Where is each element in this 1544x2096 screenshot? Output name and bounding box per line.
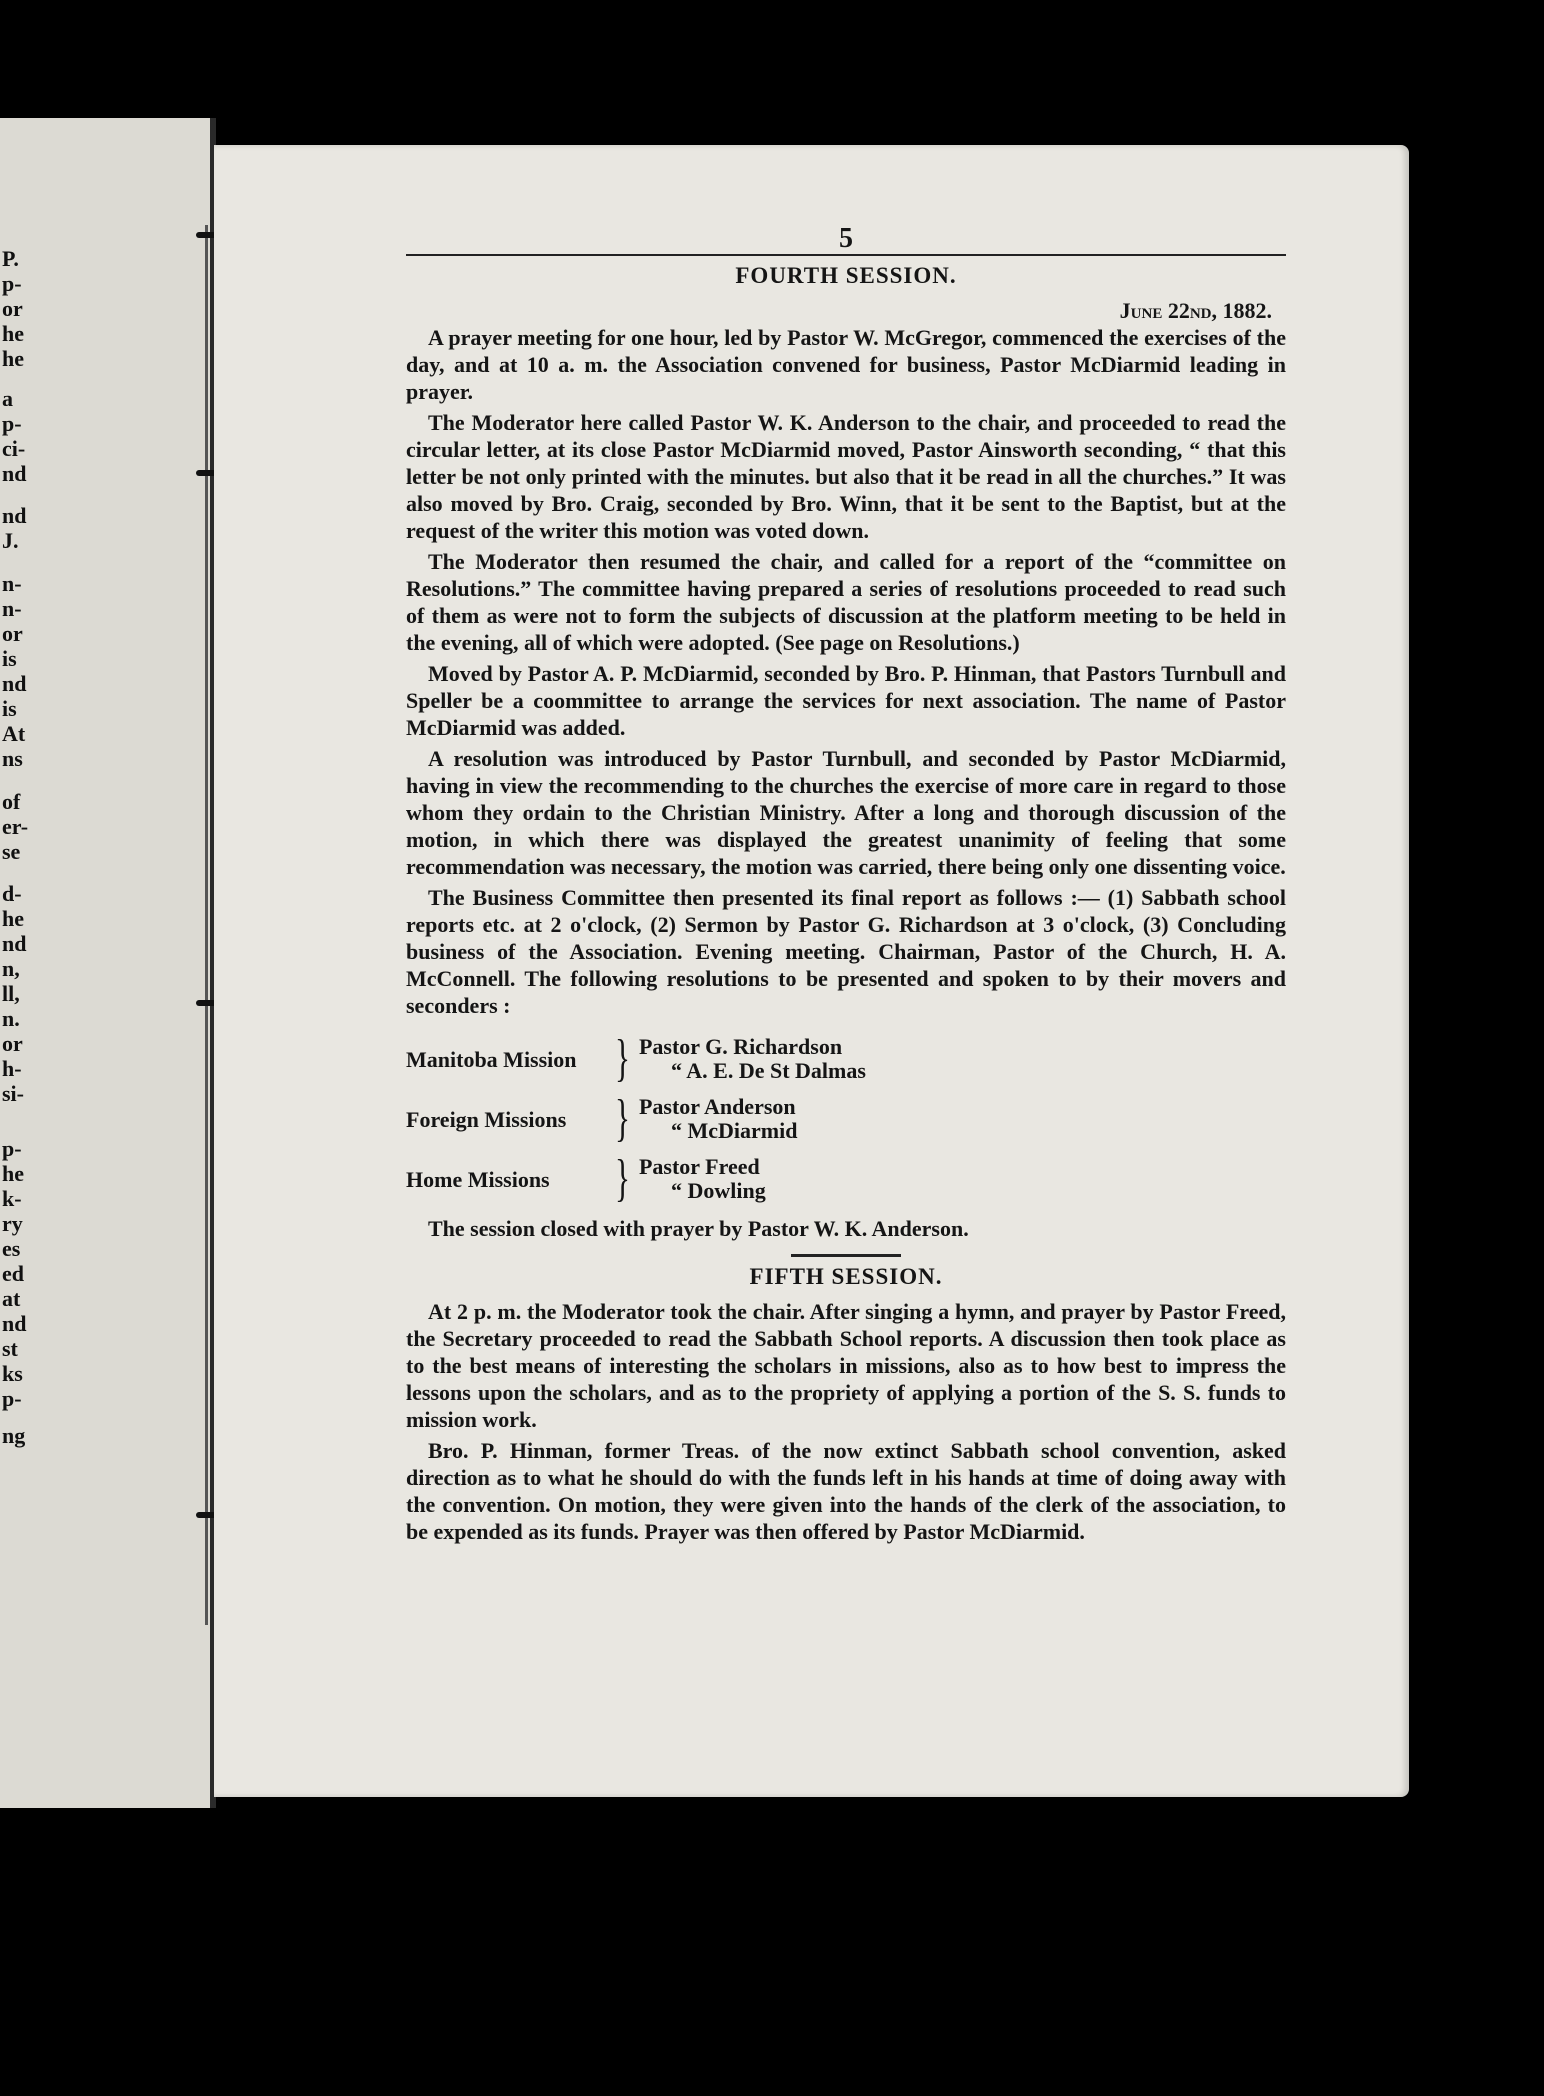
mission-speakers: [639, 1155, 766, 1203]
header-rule: [406, 254, 1286, 256]
paragraph: The Moderator then resumed the chair, and called for a report of the “committee on Resolutions.” The committee having prepared a series of resolutions proceeded to read such of them as were not to form the subjects of discussion at the platform meeting to be held in the evening, all of which were adopted. (See page on Resolutions.): [406, 549, 1286, 655]
mission-name: Home Missions: [406, 1166, 550, 1192]
closing-paragraph: The session closed with prayer by Pastor W. K. Anderson.: [428, 1216, 969, 1241]
left-page-fragment: st: [2, 1336, 18, 1361]
left-page-fragment: at: [2, 1286, 21, 1311]
left-page-fragment: ci-: [2, 436, 26, 461]
left-page-fragment: ry: [2, 1211, 23, 1236]
left-page-fragment: h-: [2, 1056, 22, 1081]
seconder: “ Dowling: [670, 1178, 766, 1203]
left-page-fragment: n-: [2, 571, 22, 596]
left-page-fragment: a: [2, 386, 13, 411]
brace-icon: }: [614, 1090, 630, 1147]
left-page-fragment: is: [2, 696, 17, 721]
missions-list: [406, 1029, 1286, 1209]
brace-icon: }: [614, 1030, 630, 1087]
left-page-fragment: er-: [2, 814, 29, 839]
left-page-fragment: n-: [2, 596, 22, 621]
paragraph: A prayer meeting for one hour, led by Pastor W. McGregor, commenced the exercises of the day, and at 10 a. m. the Association convened for business, Pastor McDiarmid leading in prayer.: [406, 325, 1286, 404]
paragraph: The Business Committee then presented its final report as follows :— (1) Sabbath school reports etc. at 2 o'clock, (2) Sermon by Pastor G. Richardson at 3 o'clock, (3) Concluding business of the Association. Evening meeting. Chairman, Pastor of the Church, H. A. McConnell. The following resolutions to be presented and spoken to by their movers and seconders :: [406, 885, 1286, 1018]
left-page-fragment: of: [2, 789, 21, 814]
mission-row: [406, 1089, 1286, 1149]
left-page-fragment: n.: [2, 1006, 20, 1031]
binding-stitch: [205, 225, 208, 1625]
left-page-fragment: J.: [2, 528, 19, 553]
brace-icon: }: [614, 1150, 630, 1207]
mission-name: Foreign Missions: [406, 1106, 567, 1132]
left-page-fragment: si-: [2, 1081, 24, 1106]
mover: Pastor Anderson: [638, 1094, 796, 1119]
paragraph: Moved by Pastor A. P. McDiarmid, seconded by Bro. P. Hinman, that Pastors Turnbull and Speller be a coommittee to arrange the services for next association. The name of Pastor McDiarmid was added.: [406, 661, 1286, 740]
mover: Pastor G. Richardson: [638, 1034, 843, 1059]
left-page-fragment: k-: [2, 1186, 22, 1211]
mission-speakers: [639, 1095, 797, 1143]
left-page-fragment: is: [2, 646, 17, 671]
left-page-fragment: ed: [2, 1261, 24, 1286]
left-page-fragment: p-: [2, 411, 22, 436]
left-page-fragment: ks: [2, 1361, 23, 1386]
fourth-session-title: FOURTH SESSION.: [735, 263, 957, 288]
paragraph: The Moderator here called Pastor W. K. Anderson to the chair, and proceeded to read the circular letter, at its close Pastor McDiarmid moved, Pastor Ainsworth seconding, “ that this letter be not only printed with the minutes. but also that it be read in all the churches.” It was also moved by Bro. Craig, seconded by Bro. Winn, that it be sent to the Baptist, but at the request of the writer this motion was voted down.: [406, 410, 1286, 543]
left-page-fragment: nd: [2, 503, 27, 528]
mission-speakers: [639, 1035, 866, 1083]
left-page-fragment: d-: [2, 881, 22, 906]
paragraph: At 2 p. m. the Moderator took the chair. After singing a hymn, and prayer by Pastor Freed, the Secretary proceeded to read the Sabbath School reports. A discussion then took place as to the best means of interesting the scholars in missions, also as to how best to impress the lessons upon the scholars, and as to the propriety of applying a portion of the S. S. funds to mission work.: [406, 1299, 1286, 1432]
mission-row: [406, 1029, 1286, 1089]
left-page-fragment: nd: [2, 461, 27, 486]
paragraph: Bro. P. Hinman, former Treas. of the now extinct Sabbath school convention, asked direction as to what he should do with the funds left in his hands at time of doing away with the convention. On motion, they were given into the hands of the clerk of the association, to be expended as its funds. Prayer was then offered by Pastor McDiarmid.: [406, 1438, 1286, 1544]
mover: Pastor Freed: [638, 1154, 760, 1179]
left-page-fragment: es: [2, 1236, 21, 1261]
left-page-edge: [0, 118, 212, 1808]
document-page: [214, 145, 1409, 1797]
seconder: “ McDiarmid: [670, 1118, 798, 1143]
left-page-fragment: he: [2, 1161, 24, 1186]
mission-row: [406, 1149, 1286, 1209]
left-page-fragment: ll,: [2, 981, 20, 1006]
left-page-fragment: ns: [2, 746, 23, 771]
seconder: “ A. E. De St Dalmas: [670, 1058, 866, 1083]
left-page-fragment: he: [2, 346, 24, 371]
left-page-fragment: At: [2, 721, 26, 746]
left-page-fragment: se: [2, 839, 21, 864]
left-page-fragment: or: [2, 1031, 23, 1056]
fifth-session-title: FIFTH SESSION.: [749, 1264, 943, 1289]
left-page-fragment: he: [2, 321, 24, 346]
left-page-fragment: or: [2, 296, 23, 321]
left-page-fragment: nd: [2, 671, 27, 696]
left-page-fragment: n,: [2, 956, 20, 981]
left-page-fragment: p-: [2, 1136, 22, 1161]
left-page-fragment: p-: [2, 271, 22, 296]
left-page-fragment: nd: [2, 1311, 27, 1336]
session-date: June 22nd, 1882.: [1119, 298, 1272, 323]
left-page-fragment: p-: [2, 1386, 22, 1411]
paragraph: A resolution was introduced by Pastor Turnbull, and seconded by Pastor McDiarmid, having in view the recommending to the churches the exercise of more care in regard to those whom they ordain to the Christian Ministry. After a long and thorough discussion of the motion, in which there was displayed the greatest unanimity of feeling that some recommendation was necessary, the motion was carried, there being only one dissenting voice.: [406, 746, 1286, 879]
left-page-fragment: or: [2, 621, 23, 646]
left-page-fragment: P.: [2, 246, 19, 271]
section-divider: [791, 1254, 901, 1257]
left-page-fragment: nd: [2, 931, 27, 956]
mission-name: Manitoba Mission: [406, 1046, 577, 1072]
page-number: 5: [839, 223, 853, 254]
left-page-fragment: ng: [2, 1423, 26, 1448]
left-page-fragment: he: [2, 906, 24, 931]
page-content: [406, 225, 1286, 1549]
